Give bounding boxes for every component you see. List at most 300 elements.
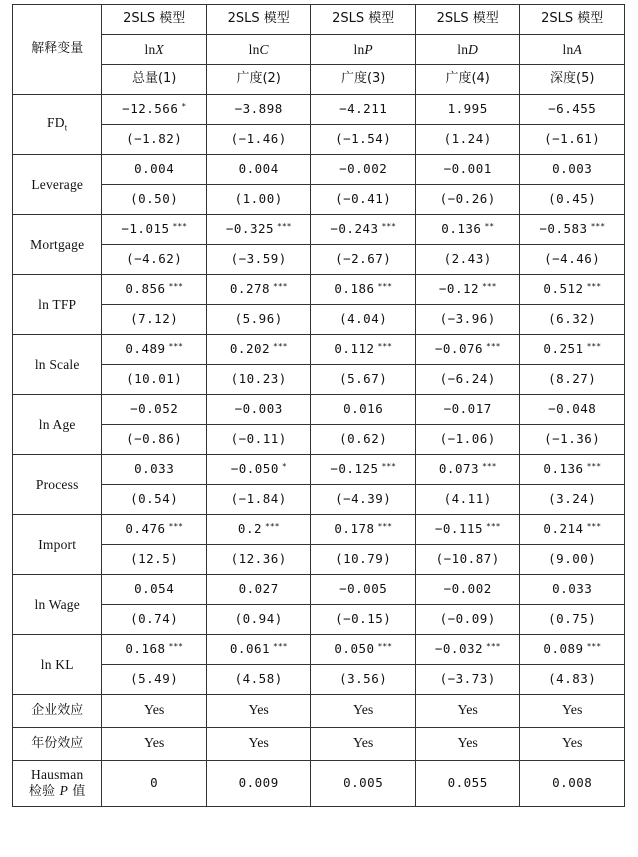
variable-label: ln TFP — [38, 296, 77, 312]
effect-label: 年份效应 — [31, 735, 84, 751]
significance-stars: *** — [482, 462, 497, 472]
tstat-cell — [520, 305, 625, 335]
effect-label-cell — [13, 695, 102, 728]
variable-label: ln Wage — [34, 596, 80, 612]
tstat-cell — [520, 125, 625, 155]
depvar-prefix: ln — [562, 41, 574, 57]
variable-label-cell — [13, 335, 102, 395]
model-label: 2SLS 模型 — [227, 11, 290, 27]
tstat-value: (8.27) — [548, 371, 597, 387]
tstat-value: (0.74) — [130, 611, 179, 627]
coef-value: −0.050 — [230, 461, 279, 477]
coef-cell — [415, 395, 520, 425]
tstat-cell — [520, 425, 625, 455]
coef-value: 0.050 — [334, 641, 375, 657]
significance-stars: *** — [486, 522, 501, 532]
hausman-value: 0.009 — [238, 775, 279, 791]
tstat-cell — [311, 485, 416, 515]
variable-label-cell — [13, 95, 102, 155]
coef-cell — [415, 215, 520, 245]
tstat-row-ln-tfp — [13, 305, 625, 335]
coef-cell — [102, 215, 207, 245]
tstat-value: (−10.87) — [435, 551, 500, 567]
depvar-symbol: A — [573, 41, 582, 57]
desc-label: 广度(4) — [445, 71, 490, 87]
desc-cell — [520, 65, 625, 95]
coef-cell — [415, 155, 520, 185]
variable-label: Process — [35, 476, 79, 492]
coef-row-import — [13, 515, 625, 545]
significance-stars: *** — [377, 642, 392, 652]
significance-stars: *** — [168, 522, 183, 532]
regression-table — [12, 4, 625, 807]
effect-cell — [311, 695, 416, 728]
tstat-cell — [206, 425, 311, 455]
tstat-cell — [415, 365, 520, 395]
significance-stars: ** — [484, 222, 495, 232]
tstat-value: (5.49) — [130, 671, 179, 687]
tstat-value: (−0.41) — [335, 191, 392, 207]
tstat-cell — [206, 485, 311, 515]
header-row-model — [13, 5, 625, 35]
significance-stars: *** — [486, 642, 501, 652]
tstat-value: (4.83) — [548, 671, 597, 687]
coef-value: 0.186 — [334, 281, 375, 297]
tstat-cell — [206, 605, 311, 635]
desc-cell — [102, 65, 207, 95]
effect-value: Yes — [144, 735, 165, 751]
tstat-row-ln-kl — [13, 665, 625, 695]
tstat-cell — [415, 125, 520, 155]
hausman-label-pre: 检验 — [28, 783, 60, 799]
variable-label-cell — [13, 455, 102, 515]
hausman-label-p: P — [59, 782, 69, 798]
variable-label-cell — [13, 635, 102, 695]
effect-value: Yes — [248, 735, 269, 751]
coef-cell — [206, 155, 311, 185]
coef-value: −0.002 — [339, 161, 388, 177]
coef-cell — [520, 215, 625, 245]
coef-value: −6.455 — [548, 101, 597, 117]
coef-value: 0.178 — [334, 521, 375, 537]
tstat-value: (3.24) — [548, 491, 597, 507]
coef-cell — [206, 215, 311, 245]
tstat-cell — [415, 605, 520, 635]
tstat-cell — [520, 545, 625, 575]
tstat-cell — [415, 665, 520, 695]
tstat-cell — [206, 185, 311, 215]
coef-value: 0.136 — [441, 221, 482, 237]
model-cell — [311, 5, 416, 35]
tstat-value: (3.56) — [339, 671, 388, 687]
tstat-cell — [415, 485, 520, 515]
effect-cell — [206, 695, 311, 728]
model-label: 2SLS 模型 — [541, 11, 604, 27]
tstat-value: (−1.84) — [230, 491, 287, 507]
tstat-cell — [415, 305, 520, 335]
model-cell — [520, 5, 625, 35]
depvar-cell — [520, 35, 625, 65]
hausman-cell — [520, 761, 625, 807]
tstat-cell — [311, 425, 416, 455]
coef-cell — [206, 395, 311, 425]
tstat-value: (−1.36) — [544, 431, 601, 447]
tstat-value: (1.24) — [443, 131, 492, 147]
tstat-cell — [520, 245, 625, 275]
tstat-cell — [206, 365, 311, 395]
tstat-value: (−1.06) — [439, 431, 496, 447]
hausman-value: 0.008 — [552, 775, 593, 791]
effect-value: Yes — [248, 702, 269, 718]
coef-cell — [206, 275, 311, 305]
depvar-symbol: P — [364, 41, 373, 57]
coef-cell — [520, 455, 625, 485]
tstat-value: (−1.82) — [126, 131, 183, 147]
header-label: 解释变量 — [31, 41, 84, 57]
tstat-cell — [102, 425, 207, 455]
hausman-cell — [206, 761, 311, 807]
coef-value: −0.017 — [443, 401, 492, 417]
coef-value: 0.168 — [125, 641, 166, 657]
coef-cell — [520, 275, 625, 305]
coef-value: 1.995 — [447, 101, 488, 117]
tstat-cell — [415, 545, 520, 575]
coef-value: −0.005 — [339, 581, 388, 597]
effect-cell — [415, 728, 520, 761]
coef-value: 0.136 — [543, 461, 584, 477]
effect-value: Yes — [353, 702, 374, 718]
tstat-value: (0.75) — [548, 611, 597, 627]
tstat-cell — [311, 665, 416, 695]
effect-cell — [520, 695, 625, 728]
coef-cell — [311, 515, 416, 545]
significance-stars: * — [181, 102, 187, 112]
depvar-symbol: D — [468, 41, 479, 57]
coef-value: −0.076 — [434, 341, 484, 357]
coef-value: −0.003 — [234, 401, 283, 417]
coef-cell — [415, 515, 520, 545]
hausman-row — [13, 761, 625, 807]
variable-label: ln Scale — [34, 356, 80, 372]
tstat-value: (12.36) — [230, 551, 287, 567]
effect-label-cell — [13, 728, 102, 761]
coef-cell — [206, 575, 311, 605]
tstat-cell — [206, 245, 311, 275]
model-cell — [415, 5, 520, 35]
significance-stars: *** — [377, 522, 392, 532]
significance-stars: *** — [590, 222, 606, 232]
tstat-cell — [206, 305, 311, 335]
coef-cell — [311, 215, 416, 245]
coef-value: −0.002 — [443, 581, 492, 597]
desc-label: 深度(5) — [550, 71, 595, 87]
coef-cell — [520, 95, 625, 125]
tstat-cell — [415, 185, 520, 215]
coef-cell — [102, 575, 207, 605]
variable-label: FD — [47, 115, 65, 131]
coef-cell — [206, 335, 311, 365]
coef-cell — [102, 635, 207, 665]
significance-stars: *** — [381, 462, 396, 472]
tstat-value: (0.45) — [548, 191, 597, 207]
tstat-row-process — [13, 485, 625, 515]
hausman-label-post: 值 — [68, 783, 86, 799]
coef-value: −1.015 — [121, 221, 170, 237]
hausman-cell — [102, 761, 207, 807]
hausman-label-cell — [13, 761, 102, 807]
coef-value: 0.476 — [125, 521, 166, 537]
effect-cell — [102, 728, 207, 761]
effect-label: 企业效应 — [31, 702, 84, 718]
significance-stars: *** — [486, 342, 501, 352]
tstat-value: (−0.15) — [335, 611, 392, 627]
tstat-cell — [311, 305, 416, 335]
coef-row-ln-tfp — [13, 275, 625, 305]
effect-value: Yes — [144, 702, 165, 718]
desc-cell — [206, 65, 311, 95]
coef-value: 0.016 — [343, 401, 384, 417]
depvar-prefix: ln — [457, 41, 469, 57]
tstat-value: (0.94) — [234, 611, 283, 627]
coef-value: 0.278 — [229, 281, 271, 297]
desc-cell — [415, 65, 520, 95]
coef-cell — [311, 95, 416, 125]
coef-value: −0.325 — [225, 221, 275, 237]
coef-cell — [102, 95, 207, 125]
tstat-cell — [520, 185, 625, 215]
tstat-value: (4.11) — [443, 491, 492, 507]
tstat-row-ln-age — [13, 425, 625, 455]
coef-cell — [102, 275, 207, 305]
coef-cell — [102, 155, 207, 185]
significance-stars: *** — [381, 222, 396, 232]
significance-stars: *** — [586, 642, 602, 652]
tstat-cell — [102, 305, 207, 335]
tstat-value: (−0.11) — [230, 431, 287, 447]
tstat-cell — [102, 125, 207, 155]
variable-subscript: t — [64, 123, 68, 134]
significance-stars: *** — [273, 282, 288, 292]
tstat-cell — [102, 185, 207, 215]
effect-cell — [311, 728, 416, 761]
significance-stars: *** — [273, 642, 288, 652]
hausman-cell — [311, 761, 416, 807]
coef-cell — [206, 515, 311, 545]
coef-row-ln-kl — [13, 635, 625, 665]
coef-value: 0.202 — [229, 341, 271, 357]
coef-cell — [520, 335, 625, 365]
coef-value: −3.898 — [234, 101, 283, 117]
tstat-value: (−4.62) — [126, 251, 183, 267]
coef-value: 0.061 — [229, 641, 271, 657]
significance-stars: *** — [273, 342, 288, 352]
depvar-symbol: X — [155, 41, 164, 57]
coef-value: 0.089 — [543, 641, 584, 657]
tstat-cell — [311, 365, 416, 395]
tstat-value: (5.96) — [234, 311, 283, 327]
tstat-cell — [311, 185, 416, 215]
tstat-cell — [520, 665, 625, 695]
tstat-cell — [102, 365, 207, 395]
coef-row-ln-age — [13, 395, 625, 425]
coef-value: 0.214 — [543, 521, 584, 537]
depvar-cell — [311, 35, 416, 65]
tstat-value: (−4.39) — [335, 491, 392, 507]
tstat-value: (0.54) — [130, 491, 179, 507]
tstat-value: (−3.59) — [230, 251, 287, 267]
effect-cell — [102, 695, 207, 728]
hausman-value: 0.005 — [343, 775, 384, 791]
significance-stars: *** — [172, 222, 187, 232]
coef-value: 0.2 — [237, 521, 262, 537]
variable-label-cell — [13, 395, 102, 455]
tstat-value: (9.00) — [548, 551, 597, 567]
desc-label: 广度(2) — [236, 71, 281, 87]
depvar-prefix: ln — [353, 41, 365, 57]
tstat-cell — [311, 125, 416, 155]
tstat-cell — [520, 485, 625, 515]
significance-stars: * — [281, 462, 287, 472]
tstat-value: (10.79) — [335, 551, 392, 567]
tstat-cell — [102, 545, 207, 575]
coef-value: 0.489 — [125, 341, 166, 357]
significance-stars: *** — [586, 462, 602, 472]
model-cell — [206, 5, 311, 35]
significance-stars: *** — [168, 642, 183, 652]
coef-row-fd — [13, 95, 625, 125]
coef-cell — [520, 155, 625, 185]
effect-cell — [520, 728, 625, 761]
coef-value: 0.033 — [134, 461, 175, 477]
coef-value: −0.12 — [438, 281, 480, 297]
tstat-row-fd — [13, 125, 625, 155]
coef-cell — [520, 635, 625, 665]
regression-table-body — [13, 5, 625, 807]
variable-label: Leverage — [31, 176, 84, 192]
tstat-cell — [311, 245, 416, 275]
coef-cell — [415, 575, 520, 605]
tstat-value: (2.43) — [443, 251, 492, 267]
coef-cell — [311, 395, 416, 425]
significance-stars: *** — [586, 522, 602, 532]
coef-cell — [520, 575, 625, 605]
coef-row-mortgage — [13, 215, 625, 245]
coef-row-ln-wage — [13, 575, 625, 605]
tstat-value: (10.01) — [126, 371, 183, 387]
effect-row — [13, 695, 625, 728]
effect-value: Yes — [562, 735, 583, 751]
tstat-cell — [311, 605, 416, 635]
tstat-cell — [520, 365, 625, 395]
coef-cell — [102, 335, 207, 365]
tstat-value: (5.67) — [339, 371, 388, 387]
variable-label-cell — [13, 575, 102, 635]
variable-label-cell — [13, 275, 102, 335]
coef-value: −0.001 — [443, 161, 492, 177]
tstat-value: (0.50) — [130, 191, 179, 207]
tstat-value: (−1.61) — [544, 131, 601, 147]
model-label: 2SLS 模型 — [123, 11, 186, 27]
hausman-label-line1: Hausman — [31, 767, 84, 783]
significance-stars: *** — [277, 222, 292, 232]
coef-value: −0.125 — [330, 461, 379, 477]
significance-stars: *** — [168, 342, 183, 352]
model-cell — [102, 5, 207, 35]
tstat-value: (−0.86) — [126, 431, 183, 447]
coef-cell — [311, 335, 416, 365]
coef-value: 0.512 — [543, 281, 584, 297]
coef-cell — [102, 455, 207, 485]
tstat-value: (7.12) — [130, 311, 179, 327]
significance-stars: *** — [265, 522, 280, 532]
coef-value: −0.048 — [548, 401, 597, 417]
header-label-cell — [13, 5, 102, 95]
coef-cell — [311, 155, 416, 185]
hausman-value: 0.055 — [447, 775, 488, 791]
depvar-cell — [206, 35, 311, 65]
significance-stars: *** — [168, 282, 183, 292]
header-row-desc — [13, 65, 625, 95]
coef-row-leverage — [13, 155, 625, 185]
effect-value: Yes — [562, 702, 583, 718]
coef-cell — [415, 335, 520, 365]
depvar-symbol: C — [259, 41, 269, 57]
tstat-cell — [206, 545, 311, 575]
tstat-value: (−3.96) — [439, 311, 496, 327]
coef-cell — [311, 635, 416, 665]
significance-stars: *** — [482, 282, 497, 292]
hausman-cell — [415, 761, 520, 807]
variable-label: Import — [38, 536, 77, 552]
coef-value: 0.033 — [552, 581, 593, 597]
tstat-row-leverage — [13, 185, 625, 215]
coef-cell — [311, 455, 416, 485]
tstat-row-ln-scale — [13, 365, 625, 395]
tstat-cell — [102, 665, 207, 695]
significance-stars: *** — [377, 342, 392, 352]
tstat-cell — [415, 425, 520, 455]
coef-value: 0.054 — [134, 581, 175, 597]
variable-label: Mortgage — [30, 236, 85, 252]
effect-cell — [415, 695, 520, 728]
tstat-value: (4.04) — [339, 311, 388, 327]
tstat-cell — [102, 245, 207, 275]
coef-value: 0.004 — [134, 161, 175, 177]
tstat-cell — [102, 485, 207, 515]
tstat-value: (−1.54) — [335, 131, 392, 147]
tstat-value: (−3.73) — [439, 671, 496, 687]
coef-cell — [415, 95, 520, 125]
coef-value: −0.115 — [434, 521, 484, 537]
hausman-value: 0 — [150, 775, 159, 791]
header-row-depvar — [13, 35, 625, 65]
depvar-cell — [102, 35, 207, 65]
tstat-value: (−2.67) — [335, 251, 392, 267]
effect-row — [13, 728, 625, 761]
coef-cell — [311, 275, 416, 305]
desc-label: 总量(1) — [131, 71, 177, 87]
coef-cell — [206, 95, 311, 125]
desc-label: 广度(3) — [340, 71, 386, 87]
significance-stars: *** — [586, 282, 602, 292]
tstat-value: (−1.46) — [230, 131, 287, 147]
tstat-value: (−6.24) — [439, 371, 496, 387]
tstat-value: (0.62) — [339, 431, 388, 447]
coef-value: 0.251 — [543, 341, 584, 357]
effect-value: Yes — [457, 702, 478, 718]
desc-cell — [311, 65, 416, 95]
model-label: 2SLS 模型 — [332, 11, 395, 27]
